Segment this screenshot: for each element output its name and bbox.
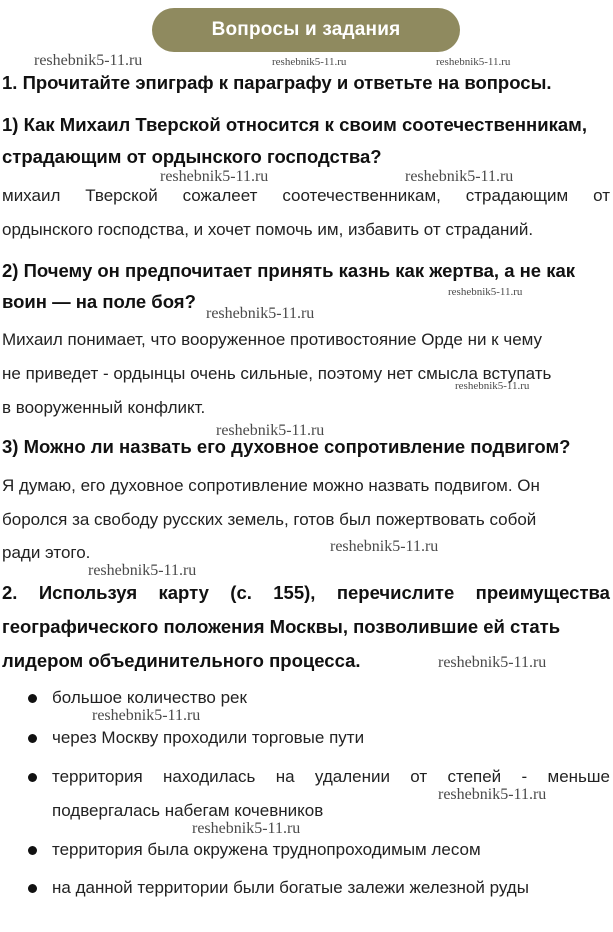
list-item-text: через Москву проходили торговые пути: [52, 728, 365, 747]
task-2-word: карту: [158, 582, 209, 603]
answer-1-word: михаил: [2, 186, 61, 205]
task-2-word: 2.: [2, 582, 18, 603]
answer-1-word: от: [593, 186, 610, 205]
answer-2-line-3: в вооруженный конфликт.: [2, 398, 206, 417]
watermark: reshebnik5-11.ru: [330, 538, 439, 555]
answer-1-line-2: ордынского господства, и хочет помочь им, избавить от страданий.: [2, 220, 534, 239]
answer-1-word: соотечественникам,: [282, 186, 441, 205]
answer-2-line-2: не приведет - ордынцы очень сильные, поэтому нет смысла вступать: [2, 364, 552, 383]
task-2-word: преимущества: [475, 582, 610, 603]
watermark: reshebnik5-11.ru: [438, 786, 547, 803]
list-item-text: территория находилась на удалении от степей - меньше: [52, 767, 610, 786]
section-title: Вопросы и задания: [211, 19, 401, 40]
bullet-icon: [28, 694, 37, 703]
answer-2-line-1: Михаил понимает, что вооруженное противостояние Орде ни к чему: [2, 330, 543, 349]
section-title-banner: [152, 8, 460, 52]
answer-3-line-2: боролся за свободу русских земель, готов был пожертвовать собой: [2, 510, 537, 529]
watermark: reshebnik5-11.ru: [438, 654, 547, 671]
answer-1-word: Тверской: [85, 186, 158, 205]
question-1-line-1: 1) Как Михаил Тверской относится к своим соотечественникам,: [2, 114, 587, 135]
answer-3-line-1: Я думаю, его духовное сопротивление можно назвать подвигом. Он: [2, 476, 540, 495]
list-item-text: территория была окружена труднопроходимым лесом: [52, 840, 481, 859]
watermark: reshebnik5-11.ru: [436, 56, 511, 68]
watermark: reshebnik5-11.ru: [405, 168, 514, 185]
task-1-title: 1. Прочитайте эпиграф к параграфу и ответьте на вопросы.: [2, 72, 552, 93]
watermark: reshebnik5-11.ru: [192, 820, 301, 837]
watermark: reshebnik5-11.ru: [216, 422, 325, 439]
question-3-line-1: 3) Можно ли назвать его духовное сопротивление подвигом?: [2, 436, 571, 457]
answer-3-line-3: ради этого.: [2, 543, 91, 562]
task-2-line-1: [2, 582, 610, 604]
answer-1-word: сожалеет: [182, 186, 258, 205]
watermark: reshebnik5-11.ru: [455, 380, 530, 392]
list-item-text-continued: подвергалась набегам кочевников: [52, 801, 324, 820]
bullet-icon: [28, 734, 37, 743]
question-1-line-2: страдающим от ордынского господства?: [2, 146, 382, 167]
bullet-icon: [28, 884, 37, 893]
question-2-line-1: 2) Почему он предпочитает принять казнь как жертва, а не как: [2, 260, 576, 281]
watermark: reshebnik5-11.ru: [272, 56, 347, 68]
list-item-text: на данной территории были богатые залежи железной руды: [52, 878, 529, 897]
watermark: reshebnik5-11.ru: [448, 286, 523, 298]
watermark: reshebnik5-11.ru: [88, 562, 197, 579]
task-2-word: Используя: [38, 582, 138, 603]
list-item-text: большое количество рек: [52, 688, 247, 707]
task-2-line-3: лидером объединительного процесса.: [2, 650, 361, 671]
watermark: reshebnik5-11.ru: [34, 52, 143, 69]
bullet-icon: [28, 773, 37, 782]
task-2-word: 155),: [273, 582, 316, 603]
task-2-word: перечислите: [336, 582, 455, 603]
task-2-word: (с.: [230, 582, 252, 603]
question-2-line-2: воин — на поле боя?: [2, 291, 196, 312]
answer-1-word: страдающим: [465, 186, 569, 205]
answer-1-line-1: [2, 186, 610, 206]
watermark: reshebnik5-11.ru: [206, 305, 315, 322]
watermark: reshebnik5-11.ru: [92, 707, 201, 724]
watermark: reshebnik5-11.ru: [160, 168, 269, 185]
task-2-line-2: географического положения Москвы, позволившие ей стать: [2, 616, 561, 637]
bullet-icon: [28, 846, 37, 855]
